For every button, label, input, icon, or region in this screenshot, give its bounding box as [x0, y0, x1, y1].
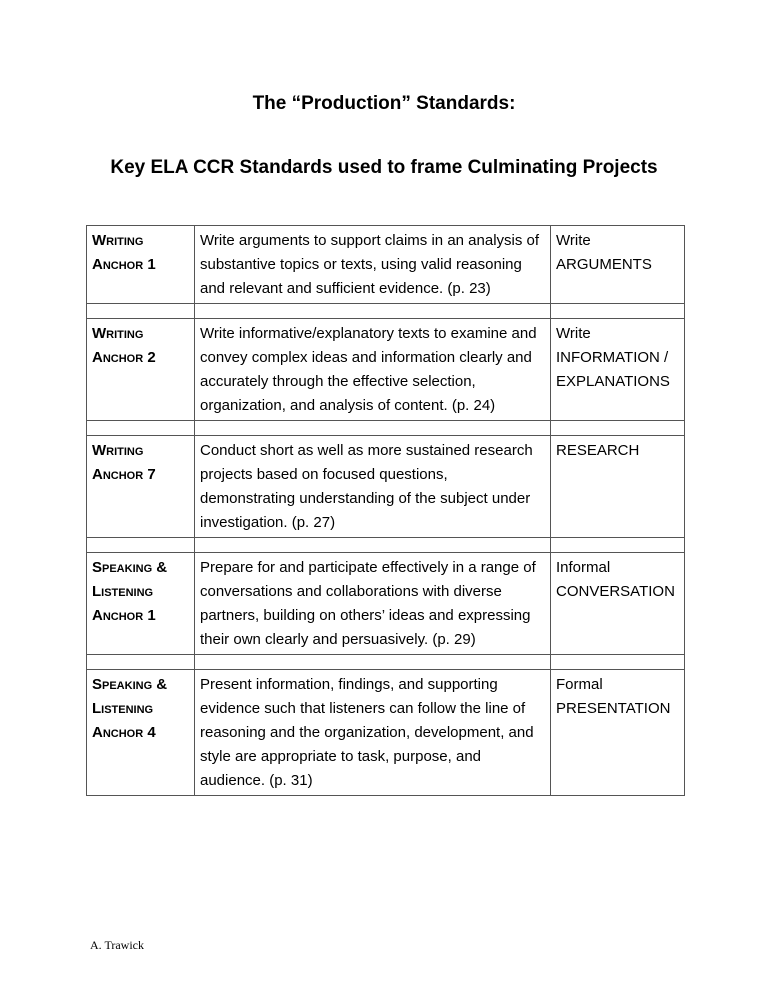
author-footer: A. Trawick — [90, 938, 145, 952]
product-label-line: INFORMATION / — [556, 349, 669, 366]
spacer-cell — [551, 538, 685, 553]
standard-description: Conduct short as well as more sustained research projects based on focused questions, demonstrating understanding of the subject under investigation. (p. 27) — [195, 436, 551, 538]
anchor-line: Anchor 1 — [92, 607, 156, 624]
product-label-line: CONVERSATION — [556, 583, 675, 600]
anchor-line: Anchor 1 — [92, 256, 156, 273]
anchor-line: Writing — [92, 325, 144, 342]
standard-row — [87, 553, 685, 655]
anchor-line: Listening — [92, 583, 154, 600]
product-label-line: Write — [556, 325, 591, 342]
product-label-line: Informal — [556, 559, 611, 576]
product-label-line: EXPLANATIONS — [556, 373, 670, 390]
standard-row — [87, 436, 685, 538]
page-title: The “Production” Standards: — [252, 93, 516, 114]
anchor-line: Listening — [92, 700, 154, 717]
spacer-cell — [87, 304, 195, 319]
standard-row — [87, 670, 685, 796]
anchor-line: Writing — [92, 232, 144, 249]
spacer-cell — [551, 304, 685, 319]
anchor-line: Anchor 7 — [92, 466, 156, 483]
product-label-cell — [551, 436, 685, 538]
spacer-row — [87, 655, 685, 670]
product-label-cell — [551, 670, 685, 796]
product-label-line: PRESENTATION — [556, 700, 671, 717]
product-label-cell — [551, 553, 685, 655]
anchor-line: Speaking & — [92, 676, 168, 693]
anchor-cell — [87, 553, 195, 655]
anchor-line: Speaking & — [92, 559, 168, 576]
standard-description: Write arguments to support claims in an analysis of substantive topics or texts, using valid reasoning and relevant and sufficient evidence. (p. 23) — [195, 226, 551, 304]
product-label-cell — [551, 226, 685, 304]
spacer-row — [87, 304, 685, 319]
standard-description: Prepare for and participate effectively in a range of conversations and collaborations with diverse partners, building on others’ ideas and expressing their own clearly and persuasively. (p. 29) — [195, 553, 551, 655]
spacer-row — [87, 421, 685, 436]
standard-row — [87, 226, 685, 304]
anchor-cell — [87, 436, 195, 538]
page-subtitle: Key ELA CCR Standards used to frame Culminating Projects — [110, 157, 658, 178]
anchor-cell — [87, 226, 195, 304]
spacer-cell — [195, 421, 551, 436]
spacer-cell — [551, 655, 685, 670]
standards-table — [86, 225, 685, 796]
standard-row — [87, 319, 685, 421]
anchor-line: Anchor 4 — [92, 724, 156, 741]
product-label-line: Formal — [556, 676, 603, 693]
spacer-cell — [87, 421, 195, 436]
anchor-cell — [87, 319, 195, 421]
standard-description: Write informative/explanatory texts to examine and convey complex ideas and information clearly and accurately through the effective selection, organization, and analysis of content. (p. 24) — [195, 319, 551, 421]
spacer-cell — [551, 421, 685, 436]
spacer-cell — [195, 304, 551, 319]
spacer-cell — [87, 538, 195, 553]
standard-description: Present information, findings, and supporting evidence such that listeners can follow the line of reasoning and the organization, development, and style are appropriate to task, purpose, and audience. (p. 31) — [195, 670, 551, 796]
product-label-line: RESEARCH — [556, 442, 640, 459]
product-label-cell — [551, 319, 685, 421]
product-label-line: Write — [556, 232, 591, 249]
anchor-line: Writing — [92, 442, 144, 459]
anchor-line: Anchor 2 — [92, 349, 156, 366]
anchor-cell — [87, 670, 195, 796]
spacer-cell — [195, 655, 551, 670]
spacer-cell — [87, 655, 195, 670]
spacer-row — [87, 538, 685, 553]
spacer-cell — [195, 538, 551, 553]
product-label-line: ARGUMENTS — [556, 256, 652, 273]
